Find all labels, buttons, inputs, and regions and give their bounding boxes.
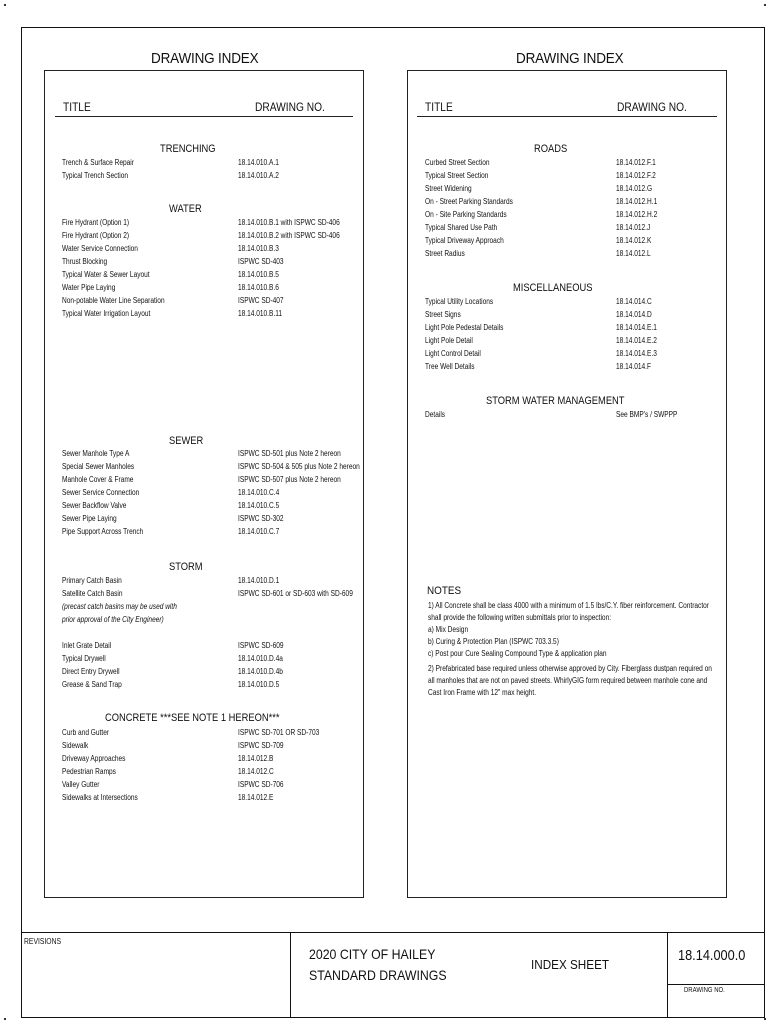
index-row-title: Manhole Cover & Frame (62, 475, 134, 484)
index-row-number: ISPWC SD-601 or SD-603 with SD-609 (238, 589, 353, 598)
left-header-rule (55, 116, 353, 117)
index-row-title: Curbed Street Section (425, 158, 490, 167)
index-row-title: Tree Well Details (425, 362, 475, 371)
index-row-title: Special Sewer Manholes (62, 462, 135, 471)
drawing-number-label: DRAWING NO. (684, 987, 725, 994)
index-row-number: 18.14.010.B.5 (238, 270, 279, 279)
index-row-number: ISPWC SD-302 (238, 514, 284, 523)
index-row-number: 18.14.012.K (616, 236, 652, 245)
right-title-column-header: TITLE (425, 100, 453, 114)
revisions-label: REVISIONS (24, 937, 62, 946)
index-row-title: On - Site Parking Standards (425, 210, 507, 219)
index-row-title: Grease & Sand Trap (62, 680, 122, 689)
index-row-number: 18.14.010.B.11 (238, 309, 283, 318)
index-row-number: 18.14.010.D.1 (238, 576, 280, 585)
index-row-number: 18.14.012.H.1 (616, 197, 658, 206)
index-row-title: Water Pipe Laying (62, 283, 116, 292)
section-heading-storm-water-management: STORM WATER MANAGEMENT (486, 395, 625, 407)
index-row-number: ISPWC SD-507 plus Note 2 hereon (238, 475, 341, 484)
index-row-number: 18.14.010.A.1 (238, 158, 279, 167)
index-row-number: 18.14.010.B.2 with ISPWC SD-406 (238, 231, 340, 240)
index-row-title: Sidewalks at Intersections (62, 793, 138, 802)
index-row-title: Sidewalk (62, 741, 89, 750)
index-row-title: Typical Utility Locations (425, 297, 494, 306)
index-row-title: Sewer Service Connection (62, 488, 140, 497)
drawing-number: 18.14.000.0 (678, 947, 746, 964)
index-row-number: 18.14.012.B (238, 754, 274, 763)
note-line: all manholes that are not on paved streets. WhirlyGIG form required between manhole cone and (428, 676, 708, 685)
index-row-title: Water Service Connection (62, 244, 138, 253)
note-line: b) Curing & Protection Plan (ISPWC 703.3.5) (428, 637, 559, 646)
index-row-number: 18.14.010.D.5 (238, 680, 280, 689)
index-row-title: Typical Drywell (62, 654, 106, 663)
index-row-number: ISPWC SD-706 (238, 780, 284, 789)
index-row-number: 18.14.012.G (616, 184, 653, 193)
index-row-title: Typical Street Section (425, 171, 489, 180)
index-row-title: Fire Hydrant (Option 2) (62, 231, 130, 240)
index-row-title: Street Signs (425, 310, 461, 319)
section-heading-water: WATER (169, 203, 202, 215)
note-line: 2) Prefabricated base required unless otherwise approved by City. Fiberglass dustpan required on (428, 664, 712, 673)
project-title-line2: STANDARD DRAWINGS (309, 967, 447, 983)
project-title-line1: 2020 CITY OF HAILEY (309, 946, 436, 962)
left-title-column-header: TITLE (63, 100, 91, 114)
index-row-title: Trench & Surface Repair (62, 158, 134, 167)
index-row-title: Thrust Blocking (62, 257, 108, 266)
index-row-number: 18.14.010.C.7 (238, 527, 280, 536)
index-row-number: 18.14.010.C.5 (238, 501, 280, 510)
index-row-number: 18.14.012.F.1 (616, 158, 656, 167)
index-row-title: Non-potable Water Line Separation (62, 296, 165, 305)
index-row-number: 18.14.014.E.3 (616, 349, 657, 358)
index-row-title: Satellite Catch Basin (62, 589, 123, 598)
index-row-number: 18.14.012.J (616, 223, 651, 232)
index-row-number: 18.14.010.B.3 (238, 244, 279, 253)
sheet-name: INDEX SHEET (531, 957, 610, 972)
index-row-number: 18.14.012.L (616, 249, 651, 258)
index-row-title: Light Control Detail (425, 349, 481, 358)
index-row-number: See BMP's / SWPPP (616, 410, 678, 419)
storm-precast-note: (precast catch basins may be used with (62, 602, 177, 611)
drawing-index-right-panel (407, 50, 727, 898)
notes-title: NOTES (427, 585, 462, 597)
index-row-number: 18.14.014.E.1 (616, 323, 657, 332)
index-row-title: Inlet Grate Detail (62, 641, 112, 650)
index-row-title: Light Pole Pedestal Details (425, 323, 504, 332)
index-row-title: Sewer Pipe Laying (62, 514, 117, 523)
index-row-number: 18.14.012.E (238, 793, 274, 802)
note-line: shall provide the following written submittals prior to inspection: (428, 613, 612, 622)
index-row-title: Typical Shared Use Path (425, 223, 498, 232)
index-row-title: Valley Gutter (62, 780, 100, 789)
index-row-title: Driveway Approaches (62, 754, 126, 763)
section-heading-roads: ROADS (534, 143, 568, 155)
note-line: 1) All Concrete shall be class 4000 with a minimum of 1.5 lbs/C.Y. fiber reinforcement. Contractor (428, 601, 709, 610)
drawing-number-rule (667, 984, 765, 985)
index-row-title: Details (425, 410, 446, 419)
index-row-title: Sewer Backflow Valve (62, 501, 127, 510)
index-row-number: 18.14.012.C (238, 767, 274, 776)
section-heading-storm: STORM (169, 561, 203, 573)
index-row-number: ISPWC SD-609 (238, 641, 284, 650)
index-row-title: Pipe Support Across Trench (62, 527, 144, 536)
left-panel-heading: DRAWING INDEX (151, 50, 259, 67)
right-header-rule (417, 116, 717, 117)
index-row-title: Typical Water & Sewer Layout (62, 270, 150, 279)
index-row-title: Sewer Manhole Type A (62, 449, 130, 458)
index-row-number: ISPWC SD-701 OR SD-703 (238, 728, 320, 737)
index-row-title: Street Radius (425, 249, 465, 258)
index-row-number: 18.14.012.H.2 (616, 210, 658, 219)
index-row-title: Pedestrian Ramps (62, 767, 116, 776)
index-row-number: 18.14.010.A.2 (238, 171, 279, 180)
note-line: a) Mix Design (428, 625, 469, 634)
index-row-number: ISPWC SD-504 & 505 plus Note 2 hereon (238, 462, 360, 471)
title-block-divider (290, 932, 291, 1018)
index-row-number: ISPWC SD-501 plus Note 2 hereon (238, 449, 341, 458)
left-drawing-no-column-header: DRAWING NO. (255, 100, 325, 114)
index-row-title: Fire Hydrant (Option 1) (62, 218, 130, 227)
index-row-title: Primary Catch Basin (62, 576, 122, 585)
index-row-number: 18.14.014.F (616, 362, 652, 371)
note-line: c) Post pour Cure Sealing Compound Type & application plan (428, 649, 607, 658)
index-row-number: 18.14.014.C (616, 297, 652, 306)
index-row-number: 18.14.014.E.2 (616, 336, 657, 345)
index-row-number: ISPWC SD-709 (238, 741, 284, 750)
section-heading-concrete: CONCRETE ***SEE NOTE 1 HEREON*** (105, 712, 280, 724)
section-heading-miscellaneous: MISCELLANEOUS (513, 282, 593, 294)
index-row-number: 18.14.010.D.4b (238, 667, 283, 676)
note-line: Cast Iron Frame with 12" max height. (428, 688, 537, 697)
index-row-number: 18.14.014.D (616, 310, 652, 319)
index-row-title: On - Street Parking Standards (425, 197, 513, 206)
index-row-number: 18.14.010.C.4 (238, 488, 280, 497)
index-row-title: Curb and Gutter (62, 728, 110, 737)
index-row-number: ISPWC SD-403 (238, 257, 284, 266)
index-row-number: 18.14.010.B.1 with ISPWC SD-406 (238, 218, 340, 227)
index-row-title: Direct Entry Drywell (62, 667, 120, 676)
section-heading-sewer: SEWER (169, 435, 204, 447)
title-block-top-rule (21, 932, 765, 933)
storm-precast-note: prior approval of the City Engineer) (62, 615, 164, 624)
index-row-number: 18.14.010.B.6 (238, 283, 279, 292)
section-heading-trenching: TRENCHING (160, 143, 216, 155)
index-row-title: Street Widening (425, 184, 472, 193)
index-row-title: Typical Driveway Approach (425, 236, 504, 245)
index-row-title: Typical Trench Section (62, 171, 128, 180)
index-row-number: 18.14.012.F.2 (616, 171, 656, 180)
right-panel-heading: DRAWING INDEX (516, 50, 624, 67)
index-row-title: Typical Water Irrigation Layout (62, 309, 151, 318)
index-row-number: ISPWC SD-407 (238, 296, 284, 305)
index-row-number: 18.14.010.D.4a (238, 654, 283, 663)
drawing-index-left-panel (44, 50, 364, 898)
index-row-title: Light Pole Detail (425, 336, 473, 345)
title-block-divider (667, 932, 668, 1018)
right-drawing-no-column-header: DRAWING NO. (617, 100, 687, 114)
